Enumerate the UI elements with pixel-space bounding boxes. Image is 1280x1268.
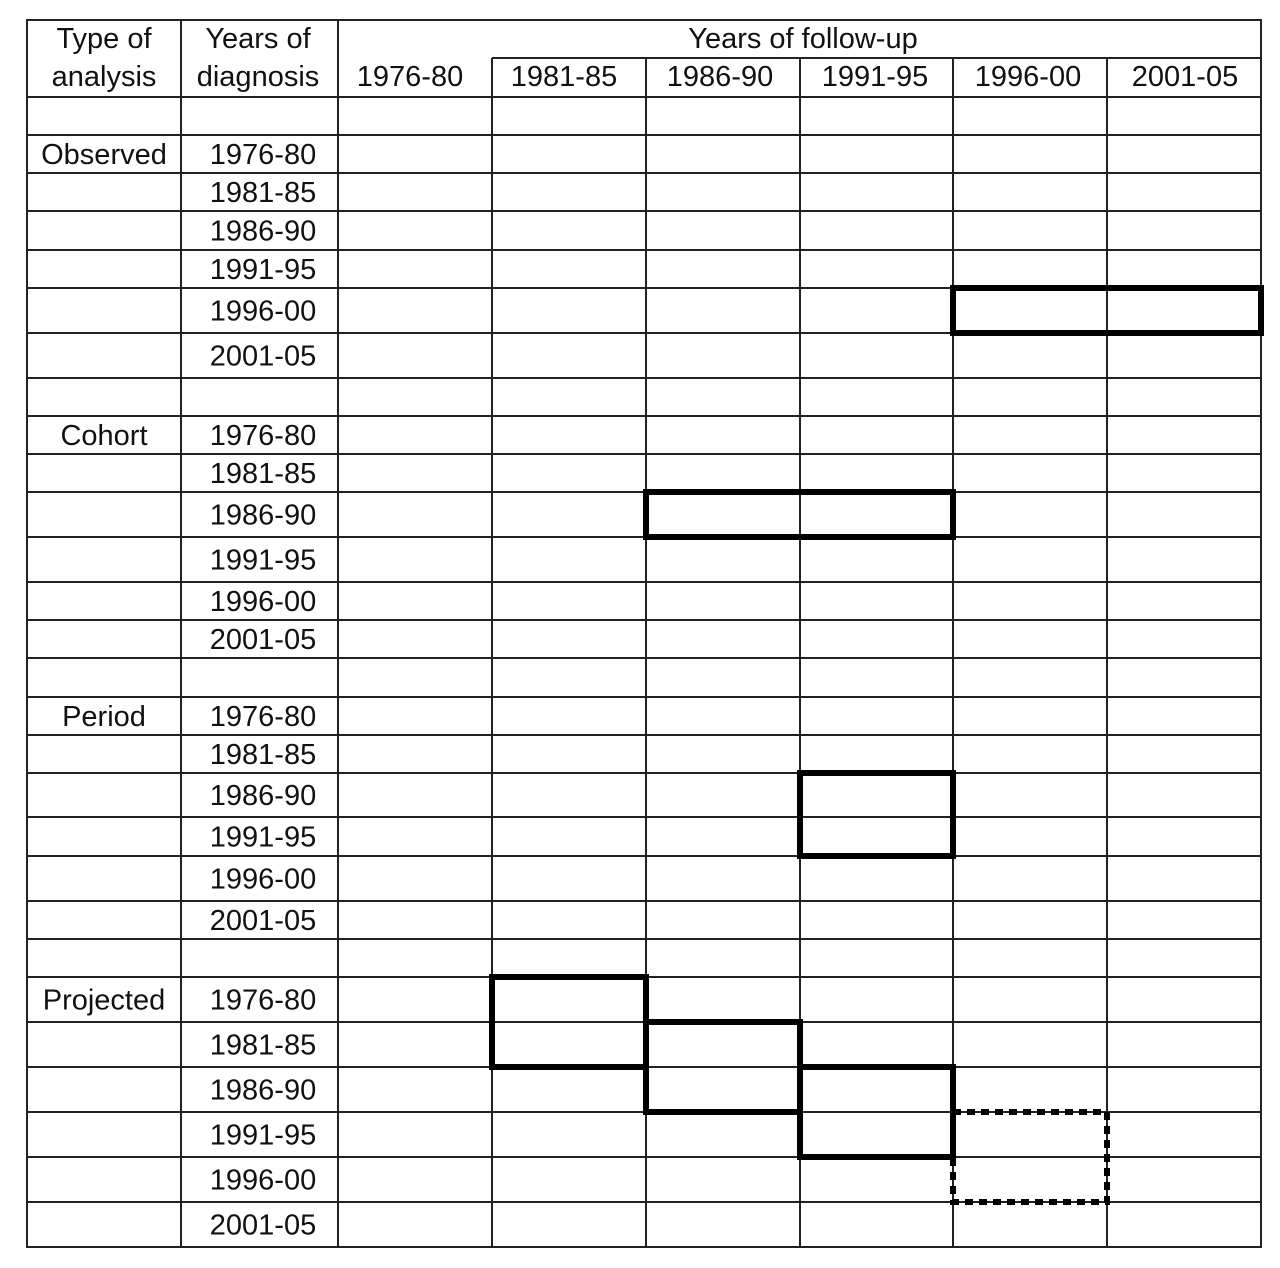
row-labels — [41, 139, 316, 1242]
followup-period-1981-85: 1981-85 — [510, 61, 618, 93]
diagnosis-year-label: 1996-00 — [209, 295, 317, 328]
diagnosis-year-label: 1981-85 — [209, 458, 317, 490]
diagnosis-year-label: 1991-95 — [209, 544, 317, 577]
highlight-boxes — [492, 288, 1261, 1202]
diagnosis-year-label: 2001-05 — [209, 624, 317, 656]
diagnosis-year-label: 1976-80 — [209, 139, 317, 171]
diagnosis-year-label: 1981-85 — [209, 177, 317, 209]
diagnosis-year-label: 1986-90 — [209, 1074, 317, 1107]
type-of-analysis-header-line1: Type of — [56, 23, 152, 55]
analysis-type-label: Period — [62, 701, 146, 733]
diagnosis-year-label: 1981-85 — [209, 1029, 317, 1062]
diagnosis-year-label: 1981-85 — [209, 739, 317, 771]
diagnosis-year-label: 1991-95 — [209, 254, 317, 286]
diagnosis-year-label: 1986-90 — [209, 215, 317, 248]
diagnosis-year-label: 1996-00 — [209, 1164, 317, 1197]
followup-period-1976-80: 1976-80 — [356, 61, 464, 93]
diagnosis-year-label: 1976-80 — [209, 984, 317, 1017]
analysis-type-label: Observed — [41, 139, 167, 171]
years-of-diagnosis-header-line2: diagnosis — [196, 61, 320, 93]
diagnosis-year-label: 1976-80 — [209, 701, 317, 733]
years-of-diagnosis-header-line1: Years of — [205, 23, 311, 55]
diagnosis-year-label: 1996-00 — [209, 586, 317, 618]
diagnosis-year-label: 1991-95 — [209, 821, 317, 854]
diagnosis-year-label: 2001-05 — [209, 905, 317, 937]
followup-period-1996-00: 1996-00 — [974, 61, 1082, 93]
diagnosis-year-label: 2001-05 — [209, 340, 317, 373]
followup-period-1991-95: 1991-95 — [821, 61, 929, 93]
analysis-type-label: Projected — [42, 984, 166, 1017]
diagnosis-year-label: 1976-80 — [209, 420, 317, 452]
diagnosis-year-label: 1986-90 — [209, 780, 317, 812]
diagnosis-year-label: 2001-05 — [209, 1209, 317, 1242]
diagnosis-year-label: 1996-00 — [209, 863, 317, 896]
diagnosis-year-label: 1991-95 — [209, 1119, 317, 1152]
followup-period-1986-90: 1986-90 — [666, 61, 774, 93]
analysis-type-label: Cohort — [60, 420, 148, 452]
type-of-analysis-header-line2: analysis — [51, 61, 157, 93]
years-of-follow-up-header: Years of follow-up — [688, 23, 918, 55]
followup-period-2001-05: 2001-05 — [1131, 61, 1239, 93]
diagnosis-year-label: 1986-90 — [209, 499, 317, 532]
highlight-box — [800, 773, 953, 856]
